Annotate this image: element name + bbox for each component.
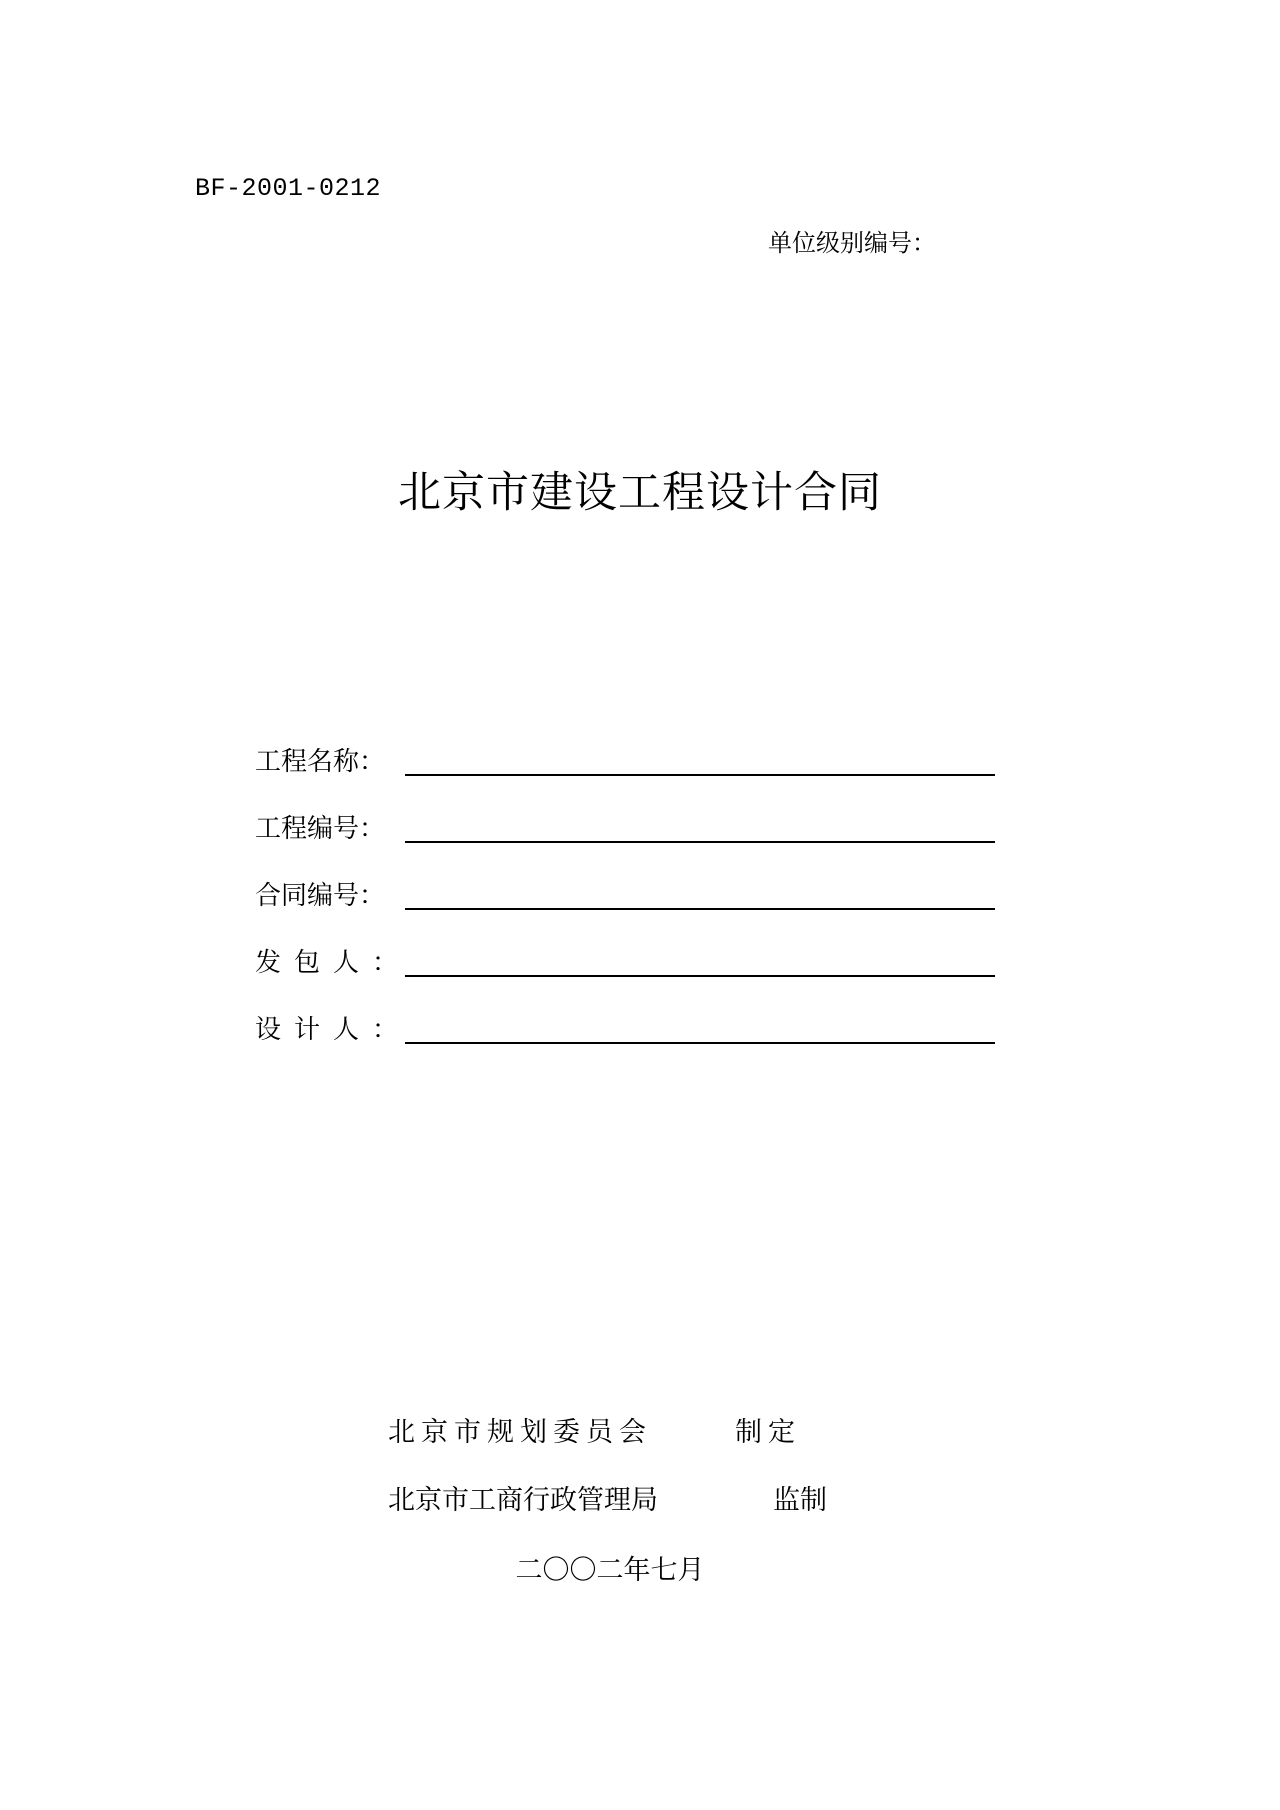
issue-date: 二〇〇二年七月 — [515, 1555, 705, 1586]
field-blank-line[interactable] — [405, 1042, 995, 1044]
contract-info-fields — [255, 742, 995, 1077]
field-blank-line[interactable] — [405, 908, 995, 910]
field-project-number — [255, 809, 995, 876]
org-action: 制定 — [735, 1417, 801, 1448]
field-label: 设计人： — [255, 1015, 412, 1045]
unit-level-number-label: 单位级别编号： — [768, 229, 936, 257]
field-label: 工程名称： — [255, 747, 386, 777]
org-name: 北京市规划委员会 — [388, 1417, 652, 1448]
field-label: 工程编号： — [255, 814, 386, 844]
field-designer — [255, 1010, 995, 1077]
field-project-name — [255, 742, 995, 809]
org-action: 监制 — [773, 1485, 827, 1516]
org-name: 北京市工商行政管理局 — [388, 1485, 658, 1516]
field-blank-line[interactable] — [405, 841, 995, 843]
field-label: 合同编号： — [255, 881, 386, 911]
field-contract-number — [255, 876, 995, 943]
field-employer — [255, 943, 995, 1010]
org-row-industry-commerce-bureau — [388, 1481, 908, 1549]
field-blank-line[interactable] — [405, 774, 995, 776]
field-blank-line[interactable] — [405, 975, 995, 977]
field-label: 发包人： — [255, 948, 412, 978]
document-code: BF-2001-0212 — [195, 174, 382, 203]
issuing-organizations — [388, 1413, 908, 1549]
org-row-planning-commission — [388, 1413, 908, 1481]
page-title: 北京市建设工程设计合同 — [398, 468, 882, 518]
